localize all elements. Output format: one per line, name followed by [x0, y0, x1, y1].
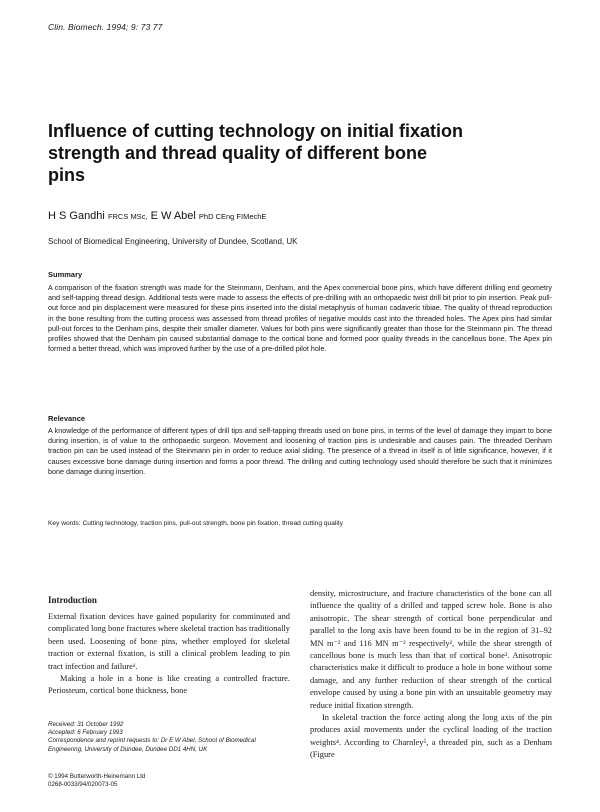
keywords: Key words: Cutting technology, traction pins, pull-out strength, bone pin fixation, thread cutting quality: [48, 520, 343, 527]
author-degrees: PhD CEng FIMechE: [198, 212, 267, 221]
issn: 0268-0033/94/020073-05: [48, 781, 118, 789]
introduction-heading: Introduction: [48, 595, 97, 605]
body-paragraph: Making a hole in a bone is like creating a controlled fracture. Periosteum, cortical bone thickness, bone: [48, 674, 290, 696]
article-title: Influence of cutting technology on initial fixation strength and thread quality of different bone pins: [48, 121, 463, 185]
summary-heading: Summary: [48, 270, 83, 279]
body-column-right: [310, 588, 552, 762]
correspondence-note: Correspondence and reprint requests to: Dr E W Abel, School of Biomedical Engineering, University of Dundee, Dundee DD1 4HN, UK: [48, 737, 256, 753]
journal-citation: Clin. Biomech. 1994; 9: 73 77: [48, 22, 163, 32]
copyright-block: [48, 773, 290, 789]
body-column-left: [48, 595, 290, 698]
author-name: E W Abel: [150, 210, 196, 222]
author-name: H S Gandhi: [48, 210, 105, 222]
relevance-text: A knowledge of the performance of different types of drill tips and self-tapping threads used on bone pins, in terms of the level of damage they impart to bone during insertion, is of value to the orthopaedic surgeon. Movement and loosening of traction pins is undesirable and causes pain. The threaded Denham traction pin can be used instead of the Steinmann pin in order to reduce axial sliding. The presence of a thread in itself is of little significance, however, if it causes excessive bone damage during insertion and forms a poor thread. The drilling and cutting technology used should therefore be such that it minimizes bone damage during insertion.: [48, 426, 552, 476]
author-affiliation: School of Biomedical Engineering, University of Dundee, Scotland, UK: [48, 237, 298, 246]
summary-text: A comparison of the fixation strength was made for the Steinmann, Denham, and the Apex commercial bone pins, which have different drilling end geometry and self-tapping thread design. Additional tests were made to assess the effects of pre-drilling with an orthopaedic twist drill bit prior to pin insertion. Peak pull-out force and pin displacement were measured for these pins inserted into the distal metaphysis of human cadaveric tibiae. The quality of thread reproduction in the bone resulting from the cutting process was assessed from thread profiles of negative moulds cast into the threaded holes. The Apex pins had similar pull-out forces to the Denham pins, despite their smaller diameter. Values for both pins were significantly greater than those for the Steinmann pin. The thread profiles showed that the Denham pin caused substantial damage to the cortical bone and formed poor quality threads in the cancellous bone. The Apex pin formed a better thread, which was improved further by the use of a pre-drilled pilot hole.: [48, 283, 552, 354]
copyright-notice: © 1994 Butterworth-Heinemann Ltd: [48, 773, 146, 780]
author-line: [48, 210, 266, 222]
accepted-date: Accepted: 6 February 1993: [48, 729, 123, 737]
relevance-heading: Relevance: [48, 414, 86, 423]
body-paragraph: External fixation devices have gained popularity for comminuted and complicated long bone fractures where skeletal traction has traditionally been used. Loosening of bone pins, whether employed for skeletal traction or external fixation, is still a clinical problem leading to pin tract infection and failure¹.: [48, 612, 290, 671]
article-history-footnote: [48, 721, 290, 754]
body-paragraph: density, microstructure, and fracture characteristics of the bone can all influence the quality of a drilled and tapped screw hole. Bone is also anisotropic. The shear strength of cortical bone perpendicular and parallel to the long axis have been found to be in the region of 31–92 MN m⁻² and 116 MN m⁻² respectively², while the shear strength of cancellous bone is much less than that of cortical bone³. Anisotropic characteristics make it difficult to produce a hole in bone without some damage, and any further reduction of shear strength of the cortical envelope caused by using a bone pin with an unsuitable geometry may reduce initial fixation strength.: [310, 589, 552, 710]
body-paragraph: In skeletal traction the force acting along the long axis of the pin produces axial movements under the cyclical loading of the traction weights⁴. According to Charnley⁵, a threaded pin, such as a Denham (Figure: [310, 713, 552, 760]
author-degrees: FRCS MSc,: [107, 212, 148, 221]
received-date: Received: 31 October 1992: [48, 721, 124, 728]
